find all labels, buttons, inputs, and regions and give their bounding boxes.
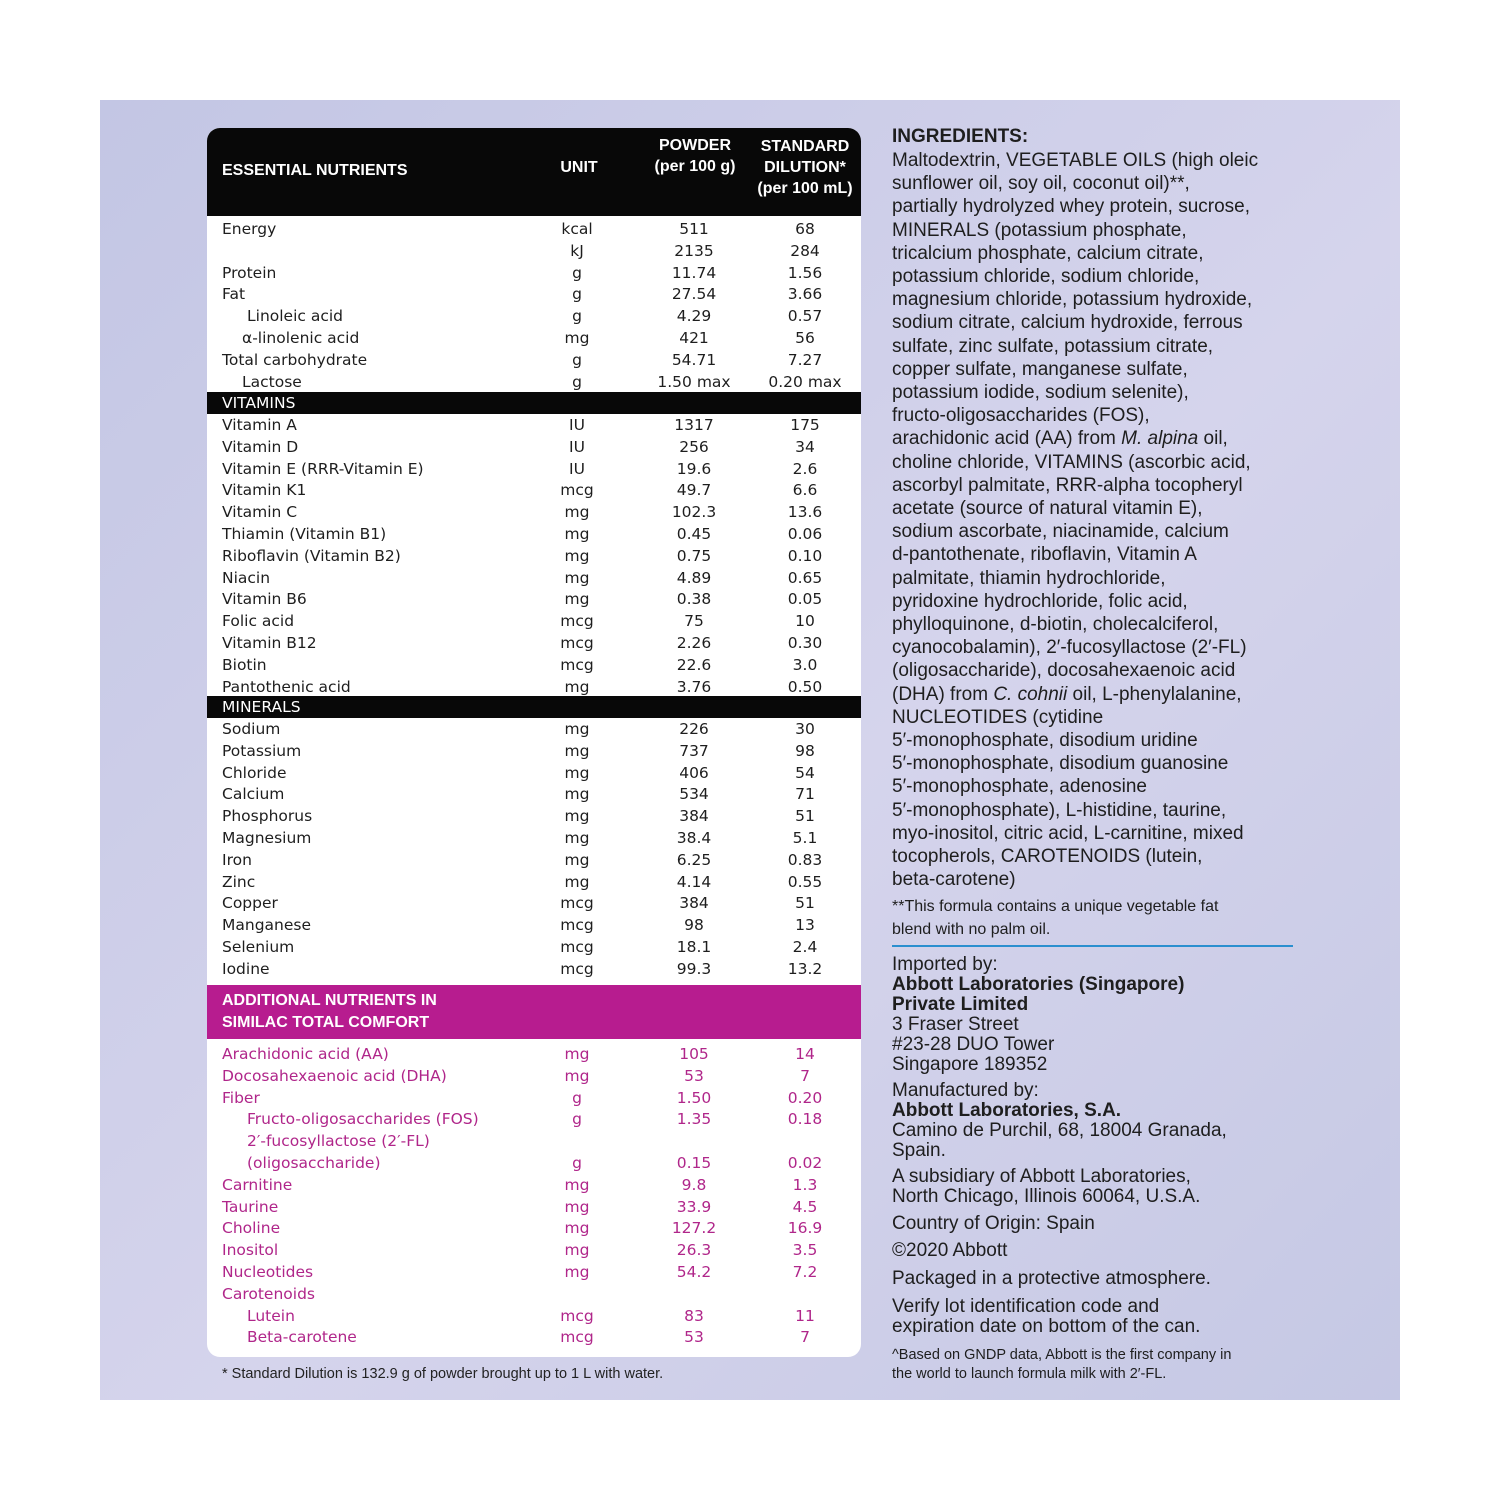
dilution-value: 4.5 (792, 1197, 818, 1216)
powder-value: 421 (679, 329, 709, 347)
nutrient-unit: mcg (560, 1306, 594, 1325)
dilution-value: 175 (790, 416, 820, 434)
powder-value: 83 (684, 1306, 704, 1325)
nutrient-unit: g (572, 1088, 582, 1107)
powder-value: 11.74 (671, 263, 717, 282)
importer-block: Imported by: Abbott Laboratories (Singapore) Private Limited 3 Fraser Street #23-28 DUO Tower Singapore 189352 (892, 954, 1185, 1075)
nutrient-unit: mg (564, 850, 590, 869)
nutrient-name: Vitamin C (222, 503, 298, 522)
ingredients-line: Maltodextrin, VEGETABLE OILS (high oleic (892, 150, 1259, 171)
nutrient-name: Iodine (222, 959, 270, 978)
powder-value: 6.25 (676, 850, 712, 869)
nutrient-unit: mg (564, 568, 590, 587)
nutrient-name: Thiamin (Vitamin B1) (222, 525, 387, 543)
ingredients-line: NUCLEOTIDES (cytidine (892, 706, 1104, 728)
nutrient-unit: mg (564, 329, 590, 347)
table-row (207, 632, 861, 654)
powder-value: 4.89 (676, 568, 712, 587)
table-row (207, 1217, 861, 1239)
powder-value: 18.1 (676, 938, 712, 956)
nutrient-unit: IU (569, 416, 585, 434)
header-powder: POWDER (per 100 g) (654, 137, 736, 175)
powder-value: 54.71 (671, 350, 717, 369)
dilution-value: 0.65 (787, 568, 823, 587)
separator-line (892, 945, 1293, 947)
powder-value: 27.54 (671, 285, 717, 304)
nutrient-name: Protein (222, 263, 277, 282)
nutrient-unit: mcg (560, 655, 594, 674)
dilution-value: 0.20 max (768, 372, 842, 391)
ingredients-line: 5′-monophosphate, disodium guanosine (892, 753, 1229, 775)
nutrient-unit: mg (564, 763, 590, 782)
powder-value: 384 (679, 894, 709, 913)
ingredients-line: sodium ascorbate, niacinamide, calcium (892, 521, 1229, 543)
table-row (207, 762, 861, 784)
dilution-value: 2.6 (792, 459, 818, 478)
ingredients-line: potassium chloride, sodium chloride, (892, 266, 1200, 288)
powder-value: 75 (684, 612, 704, 631)
ingredients-line: beta-carotene) (892, 869, 1016, 891)
powder-value: 1317 (674, 416, 714, 434)
nutrient-name: Magnesium (222, 829, 312, 847)
ingredients-line: choline chloride, VITAMINS (ascorbic acid, (892, 451, 1251, 473)
nutrient-unit: g (572, 1154, 582, 1172)
dilution-value: 13.2 (787, 959, 823, 978)
country-of-origin: Country of Origin: Spain (892, 1213, 1095, 1234)
table-row (207, 805, 861, 827)
table-row (207, 501, 861, 523)
nutrient-unit: mg (564, 785, 590, 804)
powder-value: 406 (679, 763, 709, 782)
nutrient-unit: mcg (560, 1328, 594, 1347)
label-panel (100, 100, 1400, 1400)
table-row (207, 1087, 861, 1109)
nutrient-name: Choline (222, 1219, 281, 1238)
table-row (207, 349, 861, 371)
ingredients-line: fructo-oligosaccharides (FOS), (892, 405, 1150, 427)
powder-value: 9.8 (681, 1175, 707, 1194)
powder-value: 2135 (674, 241, 714, 260)
nutrient-unit: mg (564, 807, 590, 826)
nutrient-name: Fat (222, 285, 246, 304)
dilution-value: 13 (795, 916, 815, 935)
powder-value: 19.6 (676, 459, 712, 478)
dilution-value: 98 (795, 741, 815, 760)
nutrient-name: Inositol (222, 1241, 279, 1260)
subsidiary-text: A subsidiary of Abbott Laboratories, North Chicago, Illinois 60064, U.S.A. (892, 1166, 1201, 1207)
nutrient-name: Copper (222, 894, 278, 913)
nutrient-name: Riboflavin (Vitamin B2) (222, 546, 401, 565)
powder-value: 102.3 (671, 503, 717, 522)
table-row (207, 914, 861, 936)
nutrient-name: α-linolenic acid (242, 329, 360, 347)
table-row (207, 1239, 861, 1261)
table-row (207, 1283, 861, 1305)
nutrient-name: Fiber (222, 1088, 260, 1107)
dilution-value: 14 (795, 1045, 815, 1063)
ingredients-line: pyridoxine hydrochloride, folic acid, (892, 590, 1188, 612)
header-nutrients: ESSENTIAL NUTRIENTS (222, 162, 408, 179)
powder-value: 33.9 (676, 1197, 712, 1216)
powder-value: 0.38 (676, 590, 712, 609)
powder-value: 4.14 (676, 872, 712, 891)
dilution-value: 3.0 (792, 655, 818, 674)
dilution-value: 0.18 (787, 1110, 823, 1129)
ingredients-line: arachidonic acid (AA) from M. alpina oil, (892, 428, 1228, 450)
ingredients-line: acetate (source of natural vitamin E), (892, 498, 1203, 520)
dilution-value: 0.20 (787, 1088, 823, 1107)
dilution-value: 2.4 (792, 938, 818, 956)
nutrient-unit: g (572, 307, 582, 326)
nutrient-name: Fructo-oligosaccharides (FOS) (247, 1110, 479, 1129)
dilution-value: 30 (795, 720, 815, 738)
table-row (207, 1043, 861, 1065)
nutrient-unit: mg (564, 1197, 590, 1216)
ingredients-line: potassium iodide, sodium selenite), (892, 382, 1189, 404)
nutrient-name: Lutein (247, 1306, 295, 1325)
nutrient-name: Vitamin A (222, 416, 297, 434)
ingredients-line: magnesium chloride, potassium hydroxide, (892, 289, 1253, 311)
ingredients-line: (DHA) from C. cohnii oil, L-phenylalanine, (892, 683, 1242, 705)
table-row (207, 371, 861, 393)
dilution-value: 3.66 (787, 285, 823, 304)
powder-value: 38.4 (676, 829, 712, 847)
ingredients-line: tocopherols, CAROTENOIDS (lutein, (892, 846, 1203, 868)
table-row (207, 414, 861, 436)
table-row (207, 718, 861, 740)
table-row (207, 783, 861, 805)
table-row (207, 588, 861, 610)
ingredients-line: partially hydrolyzed whey protein, sucrose, (892, 196, 1251, 218)
nutrient-name: Folic acid (222, 612, 295, 631)
table-row (207, 458, 861, 480)
nutrient-unit: mg (564, 546, 590, 565)
ingredients-line: myo-inositol, citric acid, L-carnitine, mixed (892, 822, 1244, 844)
dilution-value: 0.50 (787, 677, 823, 696)
dilution-value: 0.02 (787, 1154, 823, 1172)
nutrient-name: Chloride (222, 763, 287, 782)
nutrient-unit: mg (564, 1241, 590, 1260)
powder-value: 105 (679, 1045, 709, 1063)
table-row (207, 1261, 861, 1283)
ingredients-line: sunflower oil, soy oil, coconut oil)**, (892, 173, 1190, 195)
nutrient-unit: mg (564, 677, 590, 696)
ingredients-line: copper sulfate, manganese sulfate, (892, 358, 1188, 380)
nutrient-name: Calcium (222, 785, 285, 804)
powder-value: 0.75 (676, 546, 712, 565)
nutrient-unit: g (572, 372, 582, 391)
nutrient-unit: mcg (560, 481, 594, 500)
dilution-value: 7.27 (787, 350, 823, 369)
header-unit: UNIT (560, 159, 598, 176)
nutrient-name: Carnitine (222, 1175, 293, 1194)
dilution-value: 0.57 (787, 307, 823, 326)
nutrient-name: 2′-fucosyllactose (2′-FL) (247, 1132, 430, 1151)
table-row (207, 1305, 861, 1327)
ingredients-line: ascorbyl palmitate, RRR-alpha tocopheryl (892, 474, 1243, 496)
dilution-value: 0.55 (787, 872, 823, 891)
table-row (207, 892, 861, 914)
powder-value: 53 (684, 1328, 704, 1347)
nutrient-unit: mg (564, 525, 590, 543)
ingredients-line: phylloquinone, d-biotin, cholecalciferol, (892, 614, 1219, 636)
dilution-value: 71 (795, 785, 815, 804)
nutrient-unit: mg (564, 1263, 590, 1281)
verify-note: Verify lot identification code and expiration date on bottom of the can. (892, 1296, 1201, 1337)
nutrient-unit: g (572, 350, 582, 369)
dilution-value: 3.5 (792, 1241, 818, 1260)
nutrient-unit: g (572, 263, 582, 282)
nutrient-name: Manganese (222, 916, 312, 935)
table-row (207, 827, 861, 849)
nutrient-unit: mg (564, 720, 590, 738)
table-row (207, 654, 861, 676)
ingredients-line: cyanocobalamin), 2′-fucosyllactose (2′-FL) (892, 637, 1247, 659)
table-row (207, 327, 861, 349)
table-row (207, 936, 861, 958)
section-vitamins: VITAMINS (207, 392, 861, 414)
nutrient-name: (oligosaccharide) (247, 1154, 381, 1172)
nutrient-name: Docosahexaenoic acid (DHA) (222, 1066, 447, 1085)
dilution-value: 6.6 (792, 481, 818, 500)
ingredients-line: sodium citrate, calcium hydroxide, ferrous (892, 312, 1243, 334)
powder-value: 54.2 (676, 1263, 712, 1281)
table-row (207, 567, 861, 589)
nutrient-unit: kJ (570, 241, 584, 260)
dilution-value: 16.9 (787, 1219, 823, 1238)
nutrient-name: Zinc (222, 872, 256, 891)
nutrient-unit: mcg (560, 634, 594, 652)
table-row (207, 545, 861, 567)
powder-value: 4.29 (676, 307, 712, 326)
nutrient-name: Vitamin B6 (222, 590, 307, 609)
nutrient-unit: IU (569, 459, 585, 478)
nutrient-unit: mcg (560, 916, 594, 935)
powder-value: 99.3 (676, 959, 712, 978)
nutrient-unit: mg (564, 1219, 590, 1238)
table-row (207, 871, 861, 893)
powder-value: 98 (684, 916, 704, 935)
ingredients-line: 5′-monophosphate, adenosine (892, 776, 1147, 798)
nutrient-name: Pantothenic acid (222, 677, 351, 696)
table-row (207, 1152, 861, 1174)
dilution-value: 54 (795, 763, 815, 782)
powder-value: 737 (679, 741, 709, 760)
nutrient-name: Sodium (222, 720, 281, 738)
nutrient-name: Biotin (222, 655, 267, 674)
dilution-footnote: * Standard Dilution is 132.9 g of powder brought up to 1 L with water. (222, 1366, 664, 1382)
nutrient-unit: mg (564, 1175, 590, 1194)
powder-value: 511 (679, 220, 709, 238)
powder-value: 534 (679, 785, 709, 804)
ingredients-line: 5′-monophosphate), L-histidine, taurine, (892, 799, 1227, 821)
dilution-value: 51 (795, 807, 815, 826)
table-row (207, 849, 861, 871)
powder-value: 127.2 (671, 1219, 717, 1238)
table-row (207, 1065, 861, 1087)
table-row (207, 218, 861, 240)
ingredients-line: palmitate, thiamin hydrochloride, (892, 567, 1166, 589)
powder-value: 49.7 (676, 481, 712, 500)
table-row (207, 262, 861, 284)
nutrition-table (207, 128, 861, 1357)
dilution-value: 0.10 (787, 546, 823, 565)
nutrient-name: Vitamin E (RRR-Vitamin E) (222, 459, 424, 478)
powder-value: 0.15 (676, 1154, 712, 1172)
nutrient-name: Beta-carotene (247, 1328, 357, 1347)
ingredients-line: tricalcium phosphate, calcium citrate, (892, 242, 1204, 264)
ingredients-line: 5′-monophosphate, disodium uridine (892, 730, 1198, 752)
header-dilution: STANDARD DILUTION* (per 100 mL) (757, 138, 853, 197)
dilution-value: 0.06 (787, 525, 823, 543)
table-row (207, 1130, 861, 1152)
dilution-value: 0.30 (787, 634, 823, 652)
nutrient-unit: kcal (561, 220, 593, 238)
table-row (207, 1174, 861, 1196)
table-row (207, 305, 861, 327)
dilution-value: 1.3 (792, 1175, 818, 1194)
nutrient-name: Vitamin K1 (222, 481, 307, 500)
dilution-value: 7 (800, 1066, 810, 1085)
nutrient-name: Taurine (222, 1197, 279, 1216)
dilution-value: 34 (795, 437, 815, 456)
nutrient-name: Total carbohydrate (222, 350, 368, 369)
powder-value: 2.26 (676, 634, 712, 652)
nutrient-name: Vitamin D (222, 437, 299, 456)
nutrient-unit: mg (564, 829, 590, 847)
nutrient-unit: mg (564, 590, 590, 609)
section-additional: ADDITIONAL NUTRIENTS IN SIMILAC TOTAL COMFORT (207, 985, 861, 1039)
dilution-value: 10 (795, 612, 815, 631)
nutrient-name: Arachidonic acid (AA) (222, 1045, 389, 1063)
table-row (207, 676, 861, 698)
nutrient-unit: mg (564, 503, 590, 522)
dilution-value: 7 (800, 1328, 810, 1347)
packaged-note: Packaged in a protective atmosphere. (892, 1268, 1211, 1289)
powder-value: 53 (684, 1066, 704, 1085)
nutrient-unit: IU (569, 437, 585, 456)
dilution-value: 1.56 (787, 263, 823, 282)
powder-value: 26.3 (676, 1241, 712, 1260)
dilution-value: 5.1 (792, 829, 818, 847)
nutrient-name: Potassium (222, 741, 302, 760)
nutrient-name: Vitamin B12 (222, 634, 317, 652)
table-row (207, 1196, 861, 1218)
dilution-value: 68 (795, 220, 815, 238)
table-row (207, 436, 861, 458)
table-row (207, 958, 861, 980)
nutrient-unit: mcg (560, 938, 594, 956)
nutrient-unit: mg (564, 741, 590, 760)
dilution-value: 51 (795, 894, 815, 913)
dilution-value: 56 (795, 329, 815, 347)
powder-value: 3.76 (676, 677, 712, 696)
nutrient-name: Linoleic acid (247, 307, 344, 326)
palm-oil-note: **This formula contains a unique vegetable fat blend with no palm oil. (892, 898, 1219, 938)
nutrient-name: Niacin (222, 568, 271, 587)
ingredients-line: sulfate, zinc sulfate, potassium citrate, (892, 335, 1214, 357)
powder-value: 22.6 (676, 655, 712, 674)
manufacturer-block: Manufactured by: Abbott Laboratories, S.A. Camino de Purchil, 68, 18004 Granada, Spain. (892, 1080, 1227, 1161)
nutrient-name: Selenium (222, 938, 295, 956)
dilution-value: 284 (790, 241, 820, 260)
gndp-note: ^Based on GNDP data, Abbott is the first company in the world to launch formula milk with 2′-FL. (892, 1347, 1232, 1382)
powder-value: 0.45 (676, 525, 712, 543)
ingredients-line: d-pantothenate, riboflavin, Vitamin A (892, 544, 1197, 566)
table-header (207, 128, 861, 216)
nutrient-unit: mg (564, 1066, 590, 1085)
dilution-value: 0.83 (787, 850, 823, 869)
table-row (207, 523, 861, 545)
table-row (207, 240, 861, 262)
table-row (207, 1108, 861, 1130)
nutrient-name: Phosphorus (222, 807, 313, 826)
nutrient-unit: mcg (560, 959, 594, 978)
table-row (207, 740, 861, 762)
powder-value: 384 (679, 807, 709, 826)
ingredients-line: MINERALS (potassium phosphate, (892, 219, 1187, 241)
table-row (207, 1326, 861, 1348)
nutrient-unit: mcg (560, 894, 594, 913)
nutrient-unit: mcg (560, 612, 594, 631)
copyright: ©2020 Abbott (892, 1240, 1008, 1261)
nutrient-name: Carotenoids (222, 1284, 315, 1303)
ingredients-text (892, 149, 1302, 892)
table-row (207, 479, 861, 501)
ingredients-heading: INGREDIENTS: (892, 126, 1029, 147)
table-row (207, 610, 861, 632)
powder-value: 1.50 max (657, 372, 731, 391)
powder-value: 256 (679, 437, 709, 456)
powder-value: 226 (679, 720, 709, 738)
dilution-value: 13.6 (787, 503, 823, 522)
dilution-value: 11 (795, 1306, 815, 1325)
nutrient-unit: mg (564, 872, 590, 891)
nutrient-name: Lactose (242, 372, 302, 391)
nutrient-unit: g (572, 285, 582, 304)
nutrient-name: Energy (222, 220, 277, 238)
powder-value: 1.50 (676, 1088, 712, 1107)
dilution-value: 7.2 (792, 1263, 818, 1281)
nutrient-name: Nucleotides (222, 1263, 314, 1281)
dilution-value: 0.05 (787, 590, 823, 609)
section-minerals: MINERALS (207, 696, 861, 718)
nutrient-unit: mg (564, 1045, 590, 1063)
table-row (207, 283, 861, 305)
ingredients-line: (oligosaccharide), docosahexaenoic acid (892, 660, 1236, 682)
nutrient-unit: g (572, 1110, 582, 1129)
powder-value: 1.35 (676, 1110, 712, 1129)
nutrient-name: Iron (222, 850, 252, 869)
